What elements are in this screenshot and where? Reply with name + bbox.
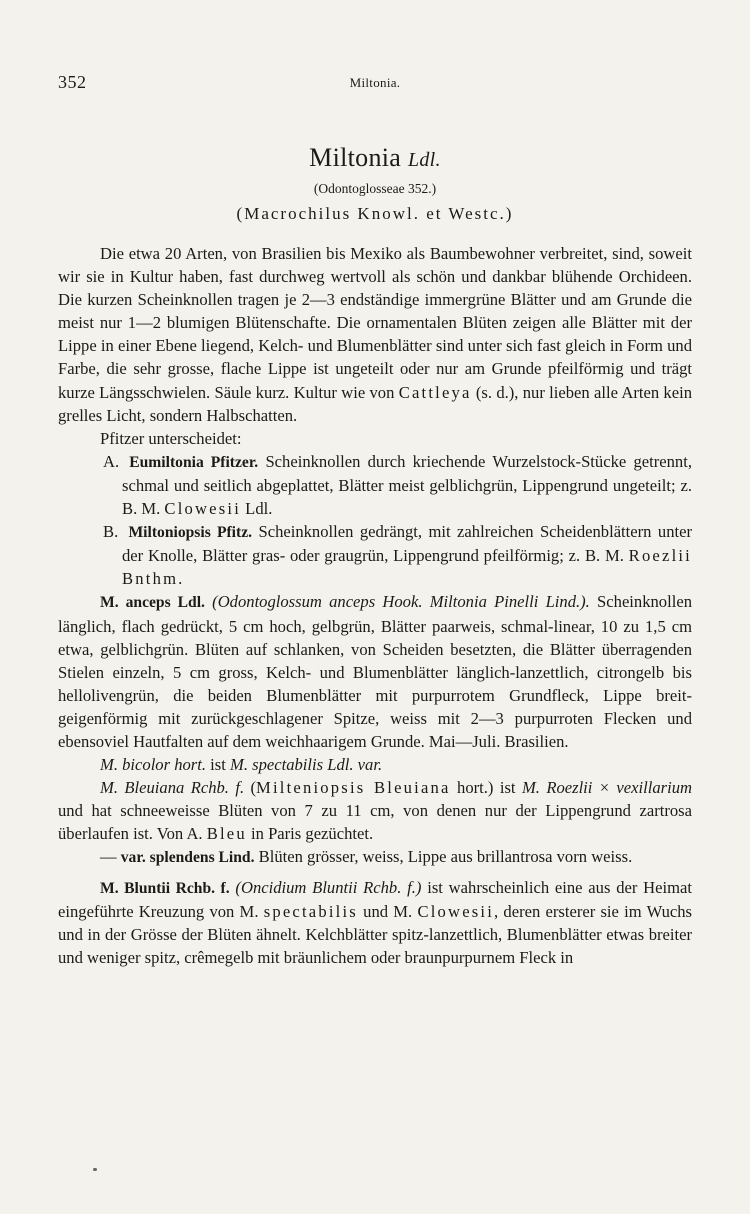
species-entry-bluntii: M. Bluntii Rchb. f. (Oncidium Bluntii Rchb. f.) ist wahrscheinlich eine aus der Heimat eingeführte Kreuzung von M. spectabilis und M. Clowesii, deren ersterer sie im Wuchs und in der Grösse der Blüten ähnelt. Kelchblätter spitz-lanzettlich, Blumenblätter etwas breiter und weniger spitz, crêmegelb mit bräunlichem oder braunpurpurnem Fleck in [58,877,693,967]
section-name: Miltoniopsis Pfitz. [128,524,253,542]
species-name: M. bicolor hort. [100,755,207,775]
breeder-name: Bleu [206,824,247,844]
page-number: 352 [58,72,87,92]
species-synonyms: (Oncidium Bluntii Rchb. f.) [229,877,422,897]
pfitzer-intro: Pfitzer unterscheidet: [100,428,242,448]
section-example: Clowesii [164,499,242,519]
section-eumiltonia: A. Eumiltonia Pfitzer. Scheinknollen durch kriechende Wurzelstock-Stücke getrennt, schmal und seitlich abgeplattet, Blätter meist gelblichgrün, Lippengrund ungeteilt; z. B. M. Clowesii Ldl. [103,451,692,519]
variety-entry-splendens: — var. splendens Lind. Blüten grösser, weiss, Lippe aus brillantrosa vorn weiss. [100,847,633,867]
section-author: Bnthm. [122,569,185,589]
species-name: M. Bluntii Rchb. f. [100,879,230,897]
scan-speck [93,1168,97,1171]
genus-tribe: (Odontoglosseae 352.) [313,181,437,196]
parent-spectabilis: spectabilis [263,901,358,921]
genus-synonym: (Macrochilus Knowl. et Westc.) [236,204,514,223]
cattleya-reference: Cattleya [398,382,472,402]
genus-author: Ldl. [407,149,441,171]
species-entry-anceps: M. anceps Ldl. (Odontoglossum anceps Hook. Miltonia Pinelli Lind.). Scheinknollen länglich, flach gedrückt, 5 cm hoch, gelbgrün, Blätter paarweis, schmal-linear, 10 zu 1,5 cm etwa, gelblichgrün. Blüten auf schlanken, von Scheiden besetzten, die Blätter überragenden Stielen einzeln, 5 cm gross, Kelch- und Blumenblätter länglich-lanzettlich, citrongelb bis hellolivengrün, die beiden Blumenblätter mit purpurrotem Grundfleck, Lippe breit-geigenförmig mit zurückgeschlagener Spitze, weiss mit 2—3 purpurroten Flecken und ebensoviel Hautfalten auf dem weichhaarigem Grunde. Mai—Juli. Brasilien. [58,592,692,751]
species-entry-bleuiana: M. Bleuiana Rchb. f. (Milteniopsis Bleuiana hort.) ist M. Roezlii × vexillarium und hat schneeweisse Blüten von 7 zu 11 cm, von denen nur der Lippengrund zartrosa überlaufen ist. Von A. Bleu in Paris gezüchtet. [58,778,692,844]
section-miltoniopsis: B. Miltoniopsis Pfitz. Scheinknollen gedrängt, mit zahlreichen Scheidenblättern unter der Knolle, Blätter gras- oder graugrün, Lippengrund pfeilförmig; z. B. M. Roezlii Bnthm. [103,522,692,589]
species-reference: M. Roezlii × vexillarium [521,778,692,798]
species-name: M. anceps Ldl. [100,594,205,612]
section-name: Eumiltonia Pfitzer. [129,453,259,471]
variety-name: var. splendens Lind. [120,849,255,867]
species-synonym: Milteniopsis Bleuiana [256,778,451,798]
genus-name: Miltonia [309,143,402,172]
body-text [58,242,692,969]
genus-title [58,142,692,176]
species-entry-bicolor: M. bicolor hort. ist M. spectabilis Ldl. var. [100,755,383,775]
species-synonyms: (Odontoglossum anceps Hook. Miltonia Pinelli Lind.). [204,592,590,612]
running-head [58,72,692,96]
species-reference: M. spectabilis Ldl. var. [230,755,383,775]
parent-clowesii: Clowesii [417,901,495,921]
genus-heading [58,142,692,226]
section-marker: A. [103,451,120,471]
running-title: Miltonia. [349,75,401,90]
section-example: Roezlii [628,546,692,566]
intro-paragraph: Die etwa 20 Arten, von Brasilien bis Mexiko als Baumbewohner verbreitet, sind, soweit wir sie in Kultur haben, fast durchweg wertvoll als schön und dankbar blühende Orchideen. Die kurzen Scheinknollen tragen je 2—3 endständige immergrüne Blätter und am Grunde die meist nur 1—2 blumigen Blütenschafte. Die ornamentalen Blüten zeigen alle Blätter mit der Lippe in einer Ebene liegend, Kelch- und Blumenblätter sind unter sich fast gleich in Form und Farbe, die sehr grosse, flache Lippe ist ungeteilt oder nur am Grunde pfeilförmig und trägt kurze Längsschwielen. Säule kurz. Kultur wie von Cattleya (s. d.), nur lieben alle Arten kein grelles Licht, sondern Halbschatten. [58,244,692,425]
section-marker: B. [103,522,119,542]
species-name: M. Bleuiana Rchb. f. [100,778,245,798]
